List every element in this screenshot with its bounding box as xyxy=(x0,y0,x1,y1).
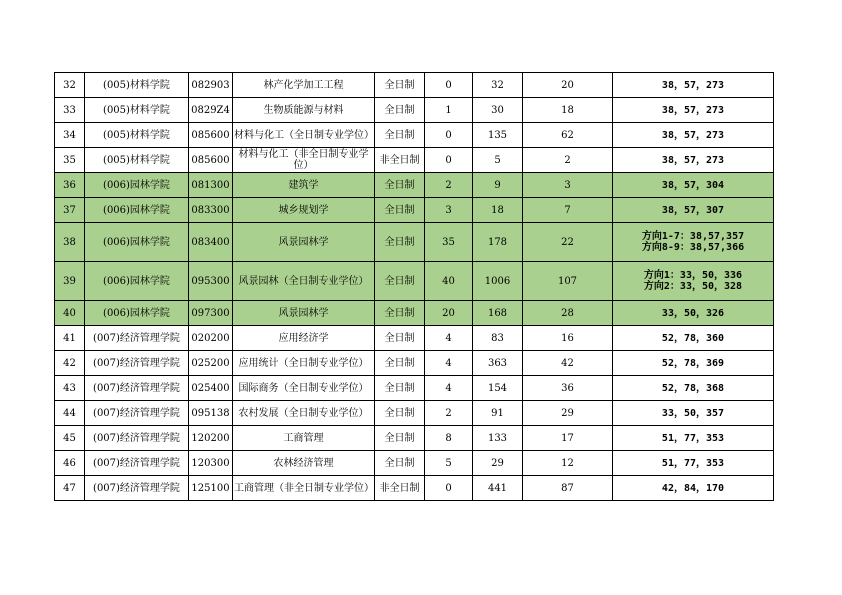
count-cell-1: 0 xyxy=(425,148,473,173)
major-name-cell: 建筑学 xyxy=(233,173,375,198)
table-row xyxy=(55,301,774,326)
major-name-cell: 国际商务（全日制专业学位） xyxy=(233,376,375,401)
table-row xyxy=(55,376,774,401)
table-row xyxy=(55,451,774,476)
major-name-cell: 农林经济管理 xyxy=(233,451,375,476)
major-code-cell: 081300 xyxy=(189,173,233,198)
score-line-cell xyxy=(613,73,774,98)
row-number-cell: 47 xyxy=(55,476,85,501)
score-line: 42，84，170 xyxy=(661,482,725,494)
count-cell-3: 22 xyxy=(523,223,613,262)
count-cell-3: 17 xyxy=(523,426,613,451)
college-cell: (006)园林学院 xyxy=(85,223,189,262)
study-type-cell: 非全日制 xyxy=(375,476,425,501)
count-cell-1: 20 xyxy=(425,301,473,326)
study-type-cell: 全日制 xyxy=(375,301,425,326)
count-cell-3: 3 xyxy=(523,173,613,198)
score-line-cell xyxy=(613,123,774,148)
major-name-cell: 应用统计（全日制专业学位） xyxy=(233,351,375,376)
count-cell-3: 18 xyxy=(523,98,613,123)
count-cell-1: 0 xyxy=(425,73,473,98)
count-cell-3: 42 xyxy=(523,351,613,376)
study-type-cell: 全日制 xyxy=(375,223,425,262)
count-cell-2: 83 xyxy=(473,326,523,351)
college-cell: (007)经济管理学院 xyxy=(85,376,189,401)
score-line: 33，50，326 xyxy=(661,307,725,319)
study-type-cell: 全日制 xyxy=(375,401,425,426)
score-line: 52，78，368 xyxy=(661,382,725,394)
study-type-cell: 非全日制 xyxy=(375,148,425,173)
score-line: 33，50，357 xyxy=(661,407,725,419)
study-type-cell: 全日制 xyxy=(375,198,425,223)
count-cell-1: 4 xyxy=(425,351,473,376)
college-cell: (006)园林学院 xyxy=(85,301,189,326)
table-row xyxy=(55,73,774,98)
college-cell: (005)材料学院 xyxy=(85,123,189,148)
major-code-cell: 0829Z4 xyxy=(189,98,233,123)
college-cell: (007)经济管理学院 xyxy=(85,426,189,451)
count-cell-3: 12 xyxy=(523,451,613,476)
count-cell-1: 0 xyxy=(425,476,473,501)
table-row xyxy=(55,401,774,426)
college-cell: (005)材料学院 xyxy=(85,98,189,123)
major-code-cell: 095300 xyxy=(189,262,233,301)
score-line-cell xyxy=(613,301,774,326)
major-name-cell: 风景园林学 xyxy=(233,301,375,326)
score-line-cell xyxy=(613,198,774,223)
college-cell: (006)园林学院 xyxy=(85,262,189,301)
major-name-cell: 材料与化工（非全日制专业学位） xyxy=(233,148,375,173)
row-number-cell: 43 xyxy=(55,376,85,401)
count-cell-3: 87 xyxy=(523,476,613,501)
count-cell-3: 7 xyxy=(523,198,613,223)
count-cell-3: 20 xyxy=(523,73,613,98)
count-cell-1: 0 xyxy=(425,123,473,148)
row-number-cell: 34 xyxy=(55,123,85,148)
major-code-cell: 120200 xyxy=(189,426,233,451)
score-line-cell xyxy=(613,98,774,123)
count-cell-3: 28 xyxy=(523,301,613,326)
major-code-cell: 085600 xyxy=(189,123,233,148)
row-number-cell: 39 xyxy=(55,262,85,301)
score-line: 方向1-7：38,57,357 xyxy=(641,231,745,242)
score-line: 38，57，307 xyxy=(661,204,725,216)
study-type-cell: 全日制 xyxy=(375,262,425,301)
study-type-cell: 全日制 xyxy=(375,73,425,98)
study-type-cell: 全日制 xyxy=(375,173,425,198)
score-line: 52，78，369 xyxy=(661,357,725,369)
count-cell-2: 9 xyxy=(473,173,523,198)
college-cell: (007)经济管理学院 xyxy=(85,326,189,351)
score-line-cell xyxy=(613,173,774,198)
study-type-cell: 全日制 xyxy=(375,351,425,376)
row-number-cell: 46 xyxy=(55,451,85,476)
college-cell: (006)园林学院 xyxy=(85,173,189,198)
score-line: 38，57，273 xyxy=(661,154,725,166)
count-cell-1: 2 xyxy=(425,401,473,426)
major-name-cell: 工商管理 xyxy=(233,426,375,451)
major-code-cell: 125100 xyxy=(189,476,233,501)
count-cell-2: 1006 xyxy=(473,262,523,301)
major-name-cell: 工商管理（非全日制专业学位） xyxy=(233,476,375,501)
table-row xyxy=(55,476,774,501)
major-code-cell: 085600 xyxy=(189,148,233,173)
score-line: 方向1：33，50，336 xyxy=(643,270,743,281)
score-line-cell xyxy=(613,401,774,426)
college-cell: (006)园林学院 xyxy=(85,198,189,223)
score-line: 51，77，353 xyxy=(661,457,725,469)
major-name-cell: 城乡规划学 xyxy=(233,198,375,223)
major-name-cell: 风景园林学 xyxy=(233,223,375,262)
count-cell-2: 135 xyxy=(473,123,523,148)
major-name-cell: 应用经济学 xyxy=(233,326,375,351)
count-cell-2: 91 xyxy=(473,401,523,426)
college-cell: (007)经济管理学院 xyxy=(85,476,189,501)
major-code-cell: 097300 xyxy=(189,301,233,326)
study-type-cell: 全日制 xyxy=(375,426,425,451)
table-row xyxy=(55,198,774,223)
study-type-cell: 全日制 xyxy=(375,376,425,401)
table-row xyxy=(55,98,774,123)
count-cell-2: 154 xyxy=(473,376,523,401)
major-name-cell: 生物质能源与材料 xyxy=(233,98,375,123)
major-code-cell: 083400 xyxy=(189,223,233,262)
score-line: 方向8-9：38,57,366 xyxy=(641,242,745,253)
study-type-cell: 全日制 xyxy=(375,98,425,123)
table-row xyxy=(55,262,774,301)
count-cell-1: 8 xyxy=(425,426,473,451)
row-number-cell: 40 xyxy=(55,301,85,326)
table-row xyxy=(55,426,774,451)
study-type-cell: 全日制 xyxy=(375,451,425,476)
score-line-cell xyxy=(613,326,774,351)
major-name-cell: 农村发展（全日制专业学位） xyxy=(233,401,375,426)
score-line-cell xyxy=(613,351,774,376)
score-line: 52，78，360 xyxy=(661,332,725,344)
count-cell-1: 5 xyxy=(425,451,473,476)
score-line-cell xyxy=(613,426,774,451)
major-code-cell: 082903 xyxy=(189,73,233,98)
major-code-cell: 025400 xyxy=(189,376,233,401)
score-line-cell xyxy=(613,148,774,173)
count-cell-2: 32 xyxy=(473,73,523,98)
table-row xyxy=(55,148,774,173)
count-cell-3: 2 xyxy=(523,148,613,173)
college-cell: (005)材料学院 xyxy=(85,73,189,98)
count-cell-2: 133 xyxy=(473,426,523,451)
count-cell-2: 18 xyxy=(473,198,523,223)
score-line: 38，57，273 xyxy=(661,104,725,116)
study-type-cell: 全日制 xyxy=(375,326,425,351)
score-line-cell xyxy=(613,476,774,501)
row-number-cell: 41 xyxy=(55,326,85,351)
count-cell-2: 178 xyxy=(473,223,523,262)
score-line: 方向2：33，50，328 xyxy=(643,281,743,292)
count-cell-2: 363 xyxy=(473,351,523,376)
count-cell-1: 4 xyxy=(425,326,473,351)
count-cell-3: 16 xyxy=(523,326,613,351)
count-cell-3: 62 xyxy=(523,123,613,148)
row-number-cell: 44 xyxy=(55,401,85,426)
row-number-cell: 33 xyxy=(55,98,85,123)
score-line: 38，57，304 xyxy=(661,179,725,191)
study-type-cell: 全日制 xyxy=(375,123,425,148)
table-row xyxy=(55,123,774,148)
college-cell: (007)经济管理学院 xyxy=(85,451,189,476)
count-cell-1: 35 xyxy=(425,223,473,262)
score-line: 51，77，353 xyxy=(661,432,725,444)
major-code-cell: 095138 xyxy=(189,401,233,426)
row-number-cell: 32 xyxy=(55,73,85,98)
count-cell-1: 2 xyxy=(425,173,473,198)
college-cell: (005)材料学院 xyxy=(85,148,189,173)
major-name-cell: 林产化学加工工程 xyxy=(233,73,375,98)
count-cell-3: 29 xyxy=(523,401,613,426)
major-code-cell: 083300 xyxy=(189,198,233,223)
major-code-cell: 120300 xyxy=(189,451,233,476)
score-line-cell xyxy=(613,451,774,476)
score-line-cell xyxy=(613,376,774,401)
college-cell: (007)经济管理学院 xyxy=(85,351,189,376)
table-row xyxy=(55,223,774,262)
count-cell-2: 168 xyxy=(473,301,523,326)
count-cell-3: 107 xyxy=(523,262,613,301)
college-cell: (007)经济管理学院 xyxy=(85,401,189,426)
table-row xyxy=(55,326,774,351)
row-number-cell: 36 xyxy=(55,173,85,198)
major-code-cell: 025200 xyxy=(189,351,233,376)
score-line: 38，57，273 xyxy=(661,79,725,91)
count-cell-2: 30 xyxy=(473,98,523,123)
table-row xyxy=(55,173,774,198)
count-cell-1: 1 xyxy=(425,98,473,123)
count-cell-1: 4 xyxy=(425,376,473,401)
count-cell-3: 36 xyxy=(523,376,613,401)
count-cell-2: 29 xyxy=(473,451,523,476)
table-row xyxy=(55,351,774,376)
row-number-cell: 38 xyxy=(55,223,85,262)
score-line-cell xyxy=(613,262,774,301)
score-line: 38，57，273 xyxy=(661,129,725,141)
admissions-table xyxy=(54,72,774,501)
row-number-cell: 42 xyxy=(55,351,85,376)
row-number-cell: 35 xyxy=(55,148,85,173)
count-cell-1: 3 xyxy=(425,198,473,223)
major-name-cell: 材料与化工（全日制专业学位） xyxy=(233,123,375,148)
table-body xyxy=(55,73,774,501)
count-cell-2: 5 xyxy=(473,148,523,173)
count-cell-1: 40 xyxy=(425,262,473,301)
major-name-cell: 风景园林（全日制专业学位） xyxy=(233,262,375,301)
row-number-cell: 37 xyxy=(55,198,85,223)
major-code-cell: 020200 xyxy=(189,326,233,351)
score-line-cell xyxy=(613,223,774,262)
count-cell-2: 441 xyxy=(473,476,523,501)
row-number-cell: 45 xyxy=(55,426,85,451)
